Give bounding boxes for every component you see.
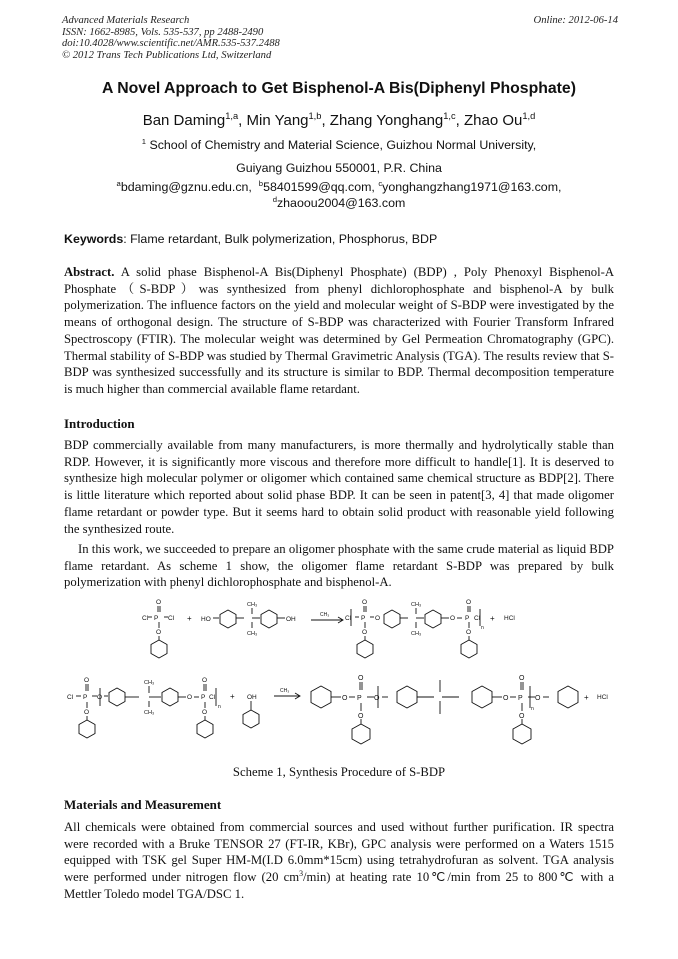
scheme-label: O: [535, 695, 541, 702]
scheme-label: CH₃: [144, 680, 155, 686]
scheme-label: Cl: [209, 694, 216, 701]
scheme-label: HO: [201, 616, 211, 623]
scheme-label: O: [84, 709, 90, 716]
email-sup: a: [116, 178, 121, 188]
scheme-label: O: [358, 675, 364, 682]
scheme-label: CH₃: [280, 688, 290, 694]
author-sup: 1,c: [443, 111, 456, 121]
scheme-label: n: [531, 706, 534, 712]
author-name: Min Yang: [246, 112, 309, 129]
scheme-label: O: [342, 695, 348, 702]
abstract-text: A solid phase Bisphenol-A Bis(Diphenyl Phosphate) (BDP) , Poly Phenoxyl Bisphenol-A Phosphate（S-BDP）was synthesized from phenyl dichlorophosphate and bisphenol-A by bulk polymerization. The influence factors on the yield and molecular weight of S-BDP were investigated by the means of orthogonal design. The structure of S-BDP was characterized with Fourier Transform Infrared Spectroscopy (FTIR). The molecular weight was determined by Gel Permeation Chromatography (GPC). Thermal stability of S-BDP was studied by Thermal Gravimetric Analysis (TGA). The results review that S-BDP was synthesized successfully and its structure is similar to BDP. Thermal decomposition temperature is much higher than commercial available flame retardant.: [64, 265, 614, 396]
author-sep: ,: [238, 112, 247, 129]
email-sup: b: [258, 178, 264, 188]
scheme-label: CH₃: [247, 602, 258, 608]
scheme-label: +: [584, 693, 589, 702]
scheme-label: O: [519, 675, 525, 682]
materials-sup: 3: [299, 868, 304, 878]
email-link[interactable]: 58401599@qq.com,: [263, 180, 375, 194]
abstract-label: Abstract.: [64, 265, 115, 279]
scheme-label: HCl: [504, 615, 515, 622]
scheme-label: CH₃: [411, 631, 422, 637]
scheme-label: n: [481, 625, 484, 631]
email-link[interactable]: bdaming@gznu.edu.cn,: [120, 180, 252, 194]
scheme-label: O: [362, 629, 368, 636]
introduction-paragraph-1: BDP commercially available from many manufacturers, is more thermally and hydrolytically stable than RDP. However, it is significantly more viscous and therefore more difficult to handle[1]. It is deserved to synthesize high molecular polymer or oligomer which contained same chemical structure as BDP[2]. There is little literature which reported about solid phase BDP. It can be seen in patent[3, 4] that made oligomer flame retardant or powder type. But it seems hard to obtain solid product with reasonable yield following the synthesized route.: [64, 438, 614, 536]
scheme-label: P: [154, 615, 159, 622]
scheme-label: O: [466, 629, 472, 636]
scheme-label: O: [156, 629, 162, 636]
scheme-label: Cl: [345, 615, 352, 622]
materials-heading: Materials and Measurement: [64, 797, 222, 812]
scheme-label: +: [187, 614, 192, 623]
scheme-label: O: [466, 599, 472, 606]
scheme-label: +: [230, 692, 235, 701]
affiliation-line-2: Guiyang Guizhou 550001, P.R. China: [236, 161, 442, 175]
scheme-caption: Scheme 1, Synthesis Procedure of S-BDP: [232, 765, 446, 779]
author-sup: 1,b: [308, 111, 322, 121]
scheme-label: Cl: [67, 694, 74, 701]
author-sep: ,: [321, 112, 330, 129]
scheme-label: P: [83, 694, 88, 701]
scheme-label: CH₃: [247, 631, 258, 637]
scheme-label: O: [519, 713, 525, 720]
email-sup: d: [272, 194, 277, 204]
scheme-label: O: [503, 695, 509, 702]
author-sep: ,: [455, 112, 464, 129]
email-line-1: [0, 180, 678, 196]
scheme-label: CH₃: [144, 710, 155, 716]
scheme-label: n: [218, 704, 221, 710]
scheme-label: P: [357, 695, 362, 702]
issn-line: ISSN: 1662-8985, Vols. 535-537, pp 2488-2490: [62, 26, 264, 38]
author-name: Zhang Yonghang: [329, 112, 444, 129]
keywords: [64, 232, 624, 246]
author-sup: 1,d: [522, 111, 536, 121]
materials-text: /min) at heating rate 10℃/min from 25 to 800℃ with a Mettler Toledo model TGA/DSC 1.: [64, 870, 615, 901]
email-link[interactable]: yonghangzhang1971@163.com,: [382, 180, 562, 194]
online-date: Online: 2012-06-14: [533, 15, 618, 26]
scheme-label: O: [156, 599, 162, 606]
scheme-label: O: [202, 709, 208, 716]
scheme-label: O: [362, 599, 368, 606]
author-list: [0, 112, 678, 129]
keywords-text: : Flame retardant, Bulk polymerization, Phosphorus, BDP: [123, 232, 438, 246]
copyright-line: © 2012 Trans Tech Publications Ltd, Switzerland: [62, 49, 272, 61]
email-sup: c: [378, 178, 383, 188]
scheme-label: O: [84, 677, 90, 684]
scheme-label: P: [201, 694, 206, 701]
scheme-label: O: [374, 695, 380, 702]
scheme-label: OH: [286, 616, 296, 623]
scheme-label: OH: [247, 694, 257, 701]
scheme-label: P: [465, 615, 470, 622]
abstract: [64, 264, 614, 398]
email-block: [0, 180, 678, 211]
introduction-paragraph-2: In this work, we succeeded to prepare an oligomer phosphate with the same crude material as liquid BDP flame retardant. As scheme 1 show, the oligomer flame retardant S-BDP was prepared by bulk polymerization with phenyl dichlorophosphate and bisphenol-A.: [64, 542, 614, 590]
affiliation-line-1: [0, 138, 678, 152]
scheme-label: O: [450, 615, 456, 622]
journal-name: Advanced Materials Research: [62, 15, 190, 26]
scheme-label: CH₃: [320, 612, 330, 618]
affiliation-sup: 1: [141, 136, 147, 146]
synthesis-scheme: [62, 596, 618, 768]
keywords-label: Keywords: [64, 232, 124, 246]
author-name: Ban Daming: [142, 112, 226, 129]
scheme-label: O: [97, 694, 103, 701]
scheme-label: O: [358, 713, 364, 720]
scheme-label: HCl: [597, 694, 608, 701]
scheme-label: Cl: [474, 615, 481, 622]
email-line-2: [0, 196, 678, 212]
journal-header: [62, 15, 618, 61]
scheme-label: P: [518, 695, 523, 702]
scheme-label: O: [187, 694, 193, 701]
author-name: Zhao Ou: [464, 112, 523, 129]
affiliation-text: School of Chemistry and Material Science, Guizhou Normal University,: [146, 138, 537, 152]
introduction-heading: Introduction: [64, 416, 135, 431]
scheme-label: CH₃: [411, 602, 422, 608]
scheme-label: O: [375, 615, 381, 622]
scheme-label: Cl: [142, 615, 149, 622]
doi-line: doi:10.4028/www.scientific.net/AMR.535-537.2488: [62, 38, 280, 50]
author-sup: 1,a: [225, 111, 239, 121]
scheme-label: Cl: [168, 615, 175, 622]
materials-text: All chemicals were obtained from commercial sources and used without further purification. IR spectra were recorded with a Bruke TENSOR 27 (FT-IR, KBr), GPC analysis were performed on a Waters 1515 equipped with TSK gel Super HM-M(I.D 6.0mm*15cm) using tetrahydrofuran as solvent. TGA analysis were performed under nitrogen flow (20 cm: [64, 820, 614, 885]
materials-paragraph: [64, 819, 614, 903]
email-link[interactable]: zhaoou2004@163.com: [276, 195, 406, 210]
paper-title: A Novel Approach to Get Bisphenol-A Bis(Diphenyl Phosphate): [102, 80, 576, 97]
scheme-label: P: [361, 615, 366, 622]
scheme-label: +: [490, 614, 495, 623]
scheme-label: O: [202, 677, 208, 684]
